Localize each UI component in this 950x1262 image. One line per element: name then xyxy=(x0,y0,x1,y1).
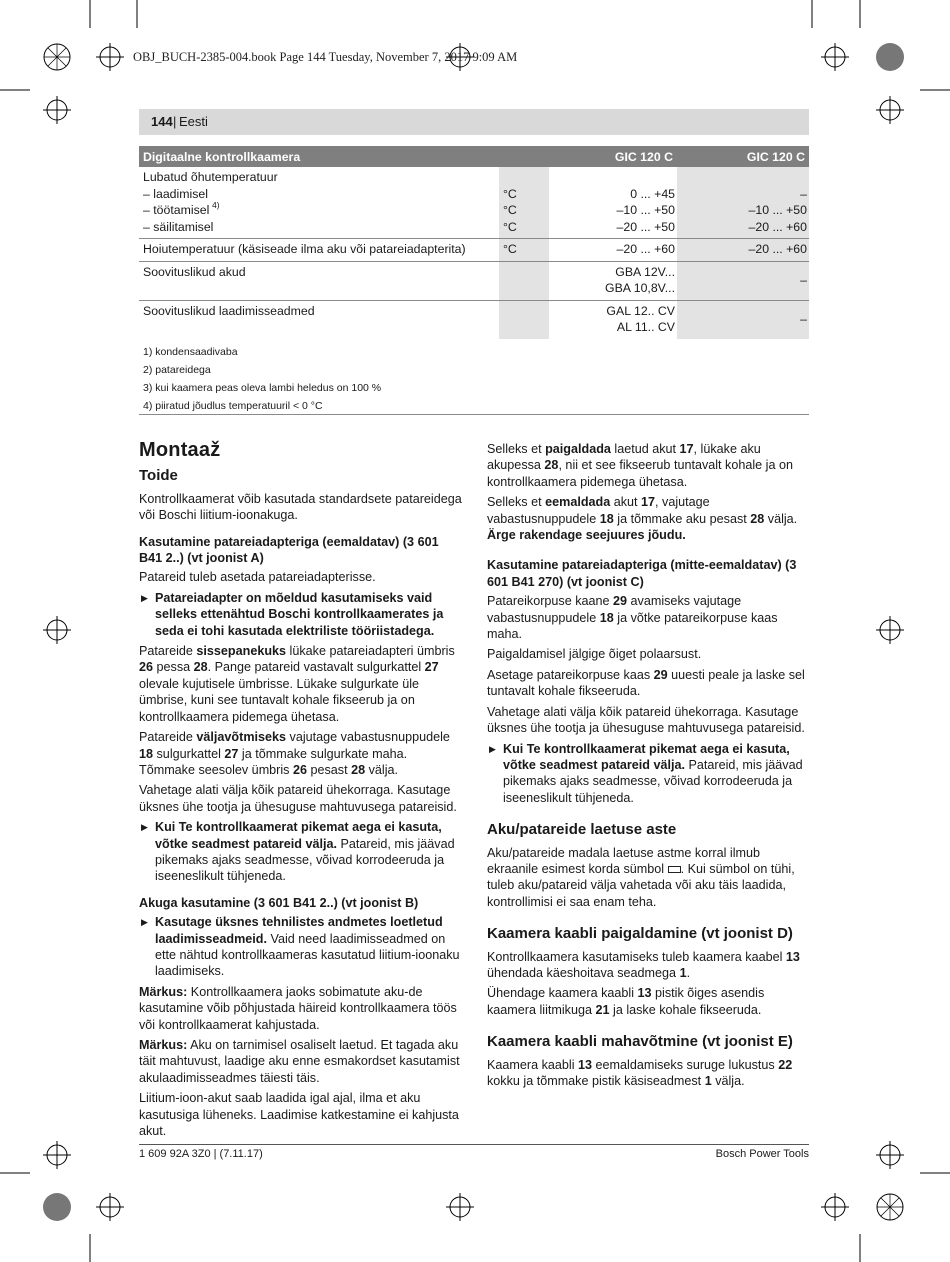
paragraph: Liitium-ioon-akut saab laadida igal ajal, ilma et aku kasutusiga lüheneks. Laadimise katkestamine ei kahjusta akut. xyxy=(139,1091,459,1139)
footer-divider xyxy=(139,1144,809,1145)
row-unit xyxy=(499,300,549,339)
subsection-title: Kaamera kaabli paigaldamine (vt joonist D) xyxy=(487,925,793,943)
footnote-divider xyxy=(139,414,809,415)
page-language: Eesti xyxy=(179,114,208,129)
row-label-text: Lubatud õhutemperatuur – laadimisel – töötamisel – säilitamisel xyxy=(143,170,278,234)
paragraph: Vahetage alati välja kõik patareid ühekorraga. Kasutage üksnes ühe tootja ja ühesuguse mahtuvusega patareisid. xyxy=(139,783,457,814)
table-row xyxy=(139,239,809,262)
row-value-1: 0 ... +45 –10 ... +50 –20 ... +50 xyxy=(549,167,677,239)
footer-brand: Bosch Power Tools xyxy=(715,1148,809,1160)
paragraph: Selleks et paigaldada laetud akut 17, lükake aku akupessa 28, nii et see fikseerub tuntavalt kohale ja on kontrollkaamera pidemega ühetasa. xyxy=(487,442,793,489)
page-number: 144 xyxy=(151,114,173,129)
row-value-1: GAL 12.. CV AL 11.. CV xyxy=(606,303,675,334)
paragraph: Asetage patareikorpuse kaas 29 uuesti peale ja laske sel tuntavalt kohale fikseeruda. xyxy=(487,667,805,699)
row-value-1: –20 ... +60 xyxy=(549,239,677,262)
row-value-1: GBA 12V... GBA 10,8V... xyxy=(549,261,677,300)
heading-fixed-adapter: Kasutamine patareiadapteriga (mitte-eemaldatav) (3 601 B41 270) (vt joonist C) xyxy=(487,558,797,589)
footnote-ref-4: 4) xyxy=(212,200,220,210)
row-value-2: – –10 ... +50 –20 ... +60 xyxy=(677,167,809,239)
footnote: 3) kui kaamera peas oleva lambi heledus on 100 % xyxy=(143,382,382,394)
table-row xyxy=(139,261,809,300)
footer-doc-id: 1 609 92A 3Z0 | (7.11.17) xyxy=(139,1148,263,1160)
footnotes xyxy=(143,343,381,415)
paragraph: Patareikorpuse kaane 29 avamiseks vajutage vabastusnuppudele 18 ja võtke patareikorpuse kaas maha. xyxy=(487,594,778,642)
paragraph: Kaamera kaabli 13 eemaldamiseks suruge lukustus 22 kokku ja tõmmake pistik käsiseadmest 1 välja. xyxy=(487,1057,793,1088)
page-header-band xyxy=(139,109,809,135)
row-unit xyxy=(499,261,549,300)
row-value-2: – xyxy=(677,300,809,339)
table-header-model-2: GIC 120 C xyxy=(677,146,809,167)
table-header-model-1: GIC 120 C xyxy=(549,146,677,167)
note: Märkus: Aku on tarnimisel osaliselt laetud. Et tagada aku täit mahtuvust, laadige aku enne esmakordset kasutamist akulaadimisseadmes täiesti täis. xyxy=(139,1038,460,1085)
page-separator: | xyxy=(173,114,177,129)
paragraph: Selleks et eemaldada akut 17, vajutage vabastusnuppudele 18 ja tõmmake aku pesast 28 välja. Ärge rakendage seejuures jõudu. xyxy=(487,495,798,543)
warning-bullet xyxy=(139,590,462,639)
row-value-2: –20 ... +60 xyxy=(677,239,809,262)
heading-battery-use: Akuga kasutamine (3 601 B41 2..) (vt joonist B) xyxy=(139,895,419,910)
row-unit: °C xyxy=(499,239,549,262)
row-label: Soovituslikud akud xyxy=(139,261,499,300)
paragraph: Kontrollkaamerat võib kasutada standardsete patareidega või Boschi liitium-ioonakuga. xyxy=(139,491,462,523)
footnote: 1) kondensaadivaba xyxy=(143,346,238,358)
subsection-title: Kaamera kaabli mahavõtmine (vt joonist E) xyxy=(487,1033,793,1051)
paragraph: Vahetage alati välja kõik patareid ühekorraga. Kasutage üksnes ühe tootja ja ühesuguse mahtuvusega patareisid. xyxy=(487,704,805,736)
section-title: Montaaž xyxy=(139,439,221,461)
specifications-table xyxy=(139,146,809,339)
table-row xyxy=(139,300,809,339)
paragraph: Paigaldamisel jälgige õiget polaarsust. xyxy=(487,647,702,662)
note: Märkus: Kontrollkaamera jaoks sobimatute aku-de kasutamine võib põhjustada häireid kontrollkaamera töös või kontrollkaamerat kahjustada. xyxy=(139,984,457,1032)
row-label: Soovituslikud laadimisseadmed xyxy=(143,303,315,318)
table-header-unit xyxy=(499,146,549,167)
row-value-2: – xyxy=(677,261,809,300)
subsection-title: Aku/patareide laetuse aste xyxy=(487,821,677,839)
footnote: 4) piiratud jõudlus temperatuuril < 0 °C xyxy=(143,400,323,412)
right-column xyxy=(487,441,809,1093)
heading-battery-adapter: Kasutamine patareiadapteriga (eemaldatav) (3 601 B41 2..) (vt joonist A) xyxy=(139,534,439,566)
warning-bullet: ▶ Kui Te kontrollkaamerat pikemat aega ei kasuta, võtke seadmest patareid välja. Patareid, mis jäävad pikemaks ajaks seadmesse, võivad korrodeeruda ja iseeneslikult tühjeneda. xyxy=(487,741,809,807)
file-header: OBJ_BUCH-2385-004.book Page 144 Tuesday, November 7, 2017 9:09 AM xyxy=(133,50,518,64)
row-unit: °C °C °C xyxy=(499,167,549,239)
row-label: Hoiutemperatuur (käsiseade ilma aku või patareiadapterita) xyxy=(139,239,499,262)
paragraph: Ühendage kaamera kaabli 13 pistik õiges asendis kaamera liitmikuga 21 ja laske kohale fikseeruda. xyxy=(487,986,765,1017)
left-column xyxy=(139,439,462,1143)
warning-bullet: ▶ Kasutage üksnes tehnilistes andmetes loetletud laadimisseadmeid. Vaid need laadimisseadmed on ette nähtud kontrollkaameras kasutatud liitium-ioonaku laadimiseks. xyxy=(139,914,462,980)
paragraph: Patareid tuleb asetada patareiadapterisse. xyxy=(139,570,376,585)
paragraph: Aku/patareide madala laetuse astme korral ilmub ekraanile esimest korda sümbol . Kui sümbol on tühi, tuleb aku/patareid välja vahetada või aku täis laadida, kontrollimisi ei saa enam teha. xyxy=(487,845,795,909)
footnote: 2) patareidega xyxy=(143,364,211,376)
subsection-title: Toide xyxy=(139,467,178,485)
paragraph: Patareide sissepanekuks lükake patareiadapteri ümbris 26 pessa 28. Pange patareid vastavalt sulgurkattel 27 olevale kujutisele ümbrisse. Lükake sulgurkate üle ümbrise, kuni see tuntavalt kohale fikseerub ja on kontrollkaamera pidemega ühetasa. xyxy=(139,644,455,724)
table-header-row xyxy=(139,146,809,167)
paragraph: Patareide väljavõtmiseks vajutage vabastusnuppudele 18 sulgurkattel 27 ja tõmmake sulgurkate maha. Tõmmake seesolev ümbris 26 pesast 28 välja. xyxy=(139,730,450,777)
paragraph: Kontrollkaamera kasutamiseks tuleb kaamera kaabel 13 ühendada käeshoitava seadmega 1. xyxy=(487,949,800,980)
row-label xyxy=(139,167,499,239)
table-row xyxy=(139,167,809,239)
warning-bullet: ▶ Kui Te kontrollkaamerat pikemat aega ei kasuta, võtke seadmest patareid välja. Patareid, mis jäävad pikemaks ajaks seadmesse, võivad korrodeeruda ja iseeneslikult tühjeneda. xyxy=(139,819,462,885)
warning-text: Patareiadapter on mõeldud kasutamiseks vaid selleks ettenähtud Boschi kontrollkaamerates ja seda ei tohi kasutada elektriliste tööriistadega. xyxy=(155,590,444,638)
table-header-title: Digitaalne kontrollkaamera xyxy=(139,146,499,167)
battery-low-icon xyxy=(668,866,681,873)
